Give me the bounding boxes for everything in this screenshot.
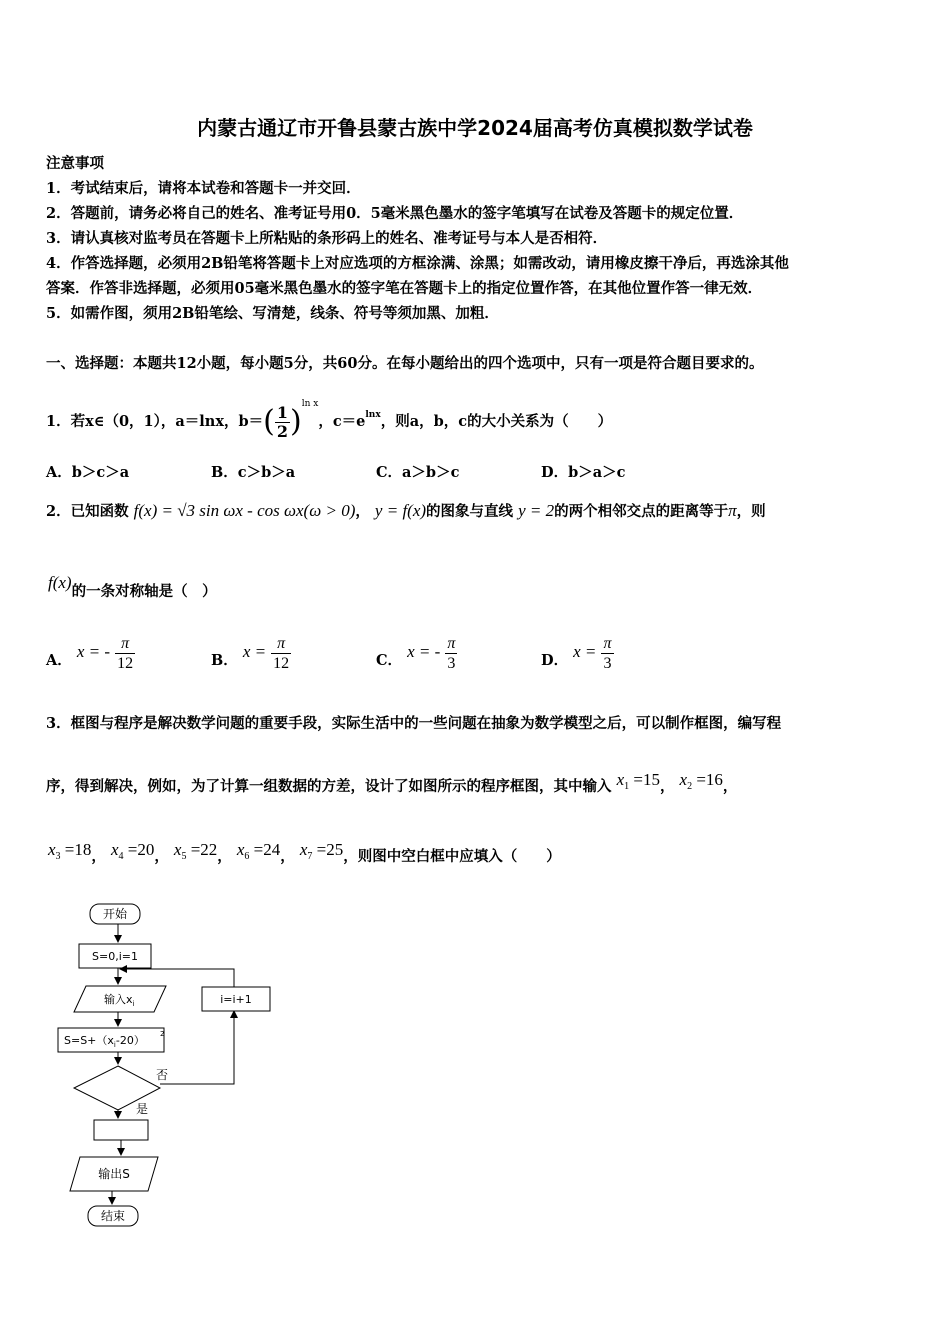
q3-text: 序，得到解决，例如，为了计算一组数据的方差，设计了如图所示的程序框图，其中输入: [46, 778, 612, 795]
note-item: 4．作答选择题，必须用2B铅笔将答题卡上对应选项的方框涂满、涂黑；如需改动，请用橡皮擦干净后，再选涂其他: [46, 255, 789, 272]
q3-line-3: [48, 835, 561, 872]
note-item: 5．如需作图，须用2B铅笔绘、写清楚，线条、符号等须加黑、加粗．: [46, 305, 499, 322]
q2-y2: y = 2: [518, 501, 555, 520]
option-fraction: [445, 634, 457, 673]
option-lhs: x = -: [76, 642, 111, 661]
q1-prefix: 1．若x∈（0，1），a＝lnx，b＝: [46, 413, 264, 430]
note-item: 1．考试结束后，请将本试卷和答题卡一并交回．: [46, 180, 361, 197]
q2-pi: π: [728, 501, 737, 520]
q3-x4: $x_4 =20$: [110, 840, 155, 862]
frac-num: π: [447, 634, 456, 652]
q1-frac-den: 2: [276, 421, 288, 441]
q3-x2: $x_2 =16$: [679, 770, 723, 792]
q1-fraction: [275, 404, 290, 441]
right-paren: ): [289, 404, 302, 439]
option-label: B．: [211, 652, 238, 669]
yes-label: 是: [136, 1102, 149, 1116]
question-2: [46, 497, 766, 526]
q3-x5: $x_5 =22$: [173, 840, 218, 862]
q2-option-a: [46, 630, 135, 674]
note-item: 答案．作答非选择题，必须用05毫米黑色墨水的签字笔在答题卡上的指定位置作答，在其他位置作答一律无效．: [46, 280, 763, 297]
q1-c-part: ，c＝e: [318, 413, 366, 430]
end-label: 结束: [100, 1209, 126, 1223]
q2-option-c: [376, 630, 457, 674]
page-title: 内蒙古通辽市开鲁县蒙古族中学2024届高考仿真模拟数学试卷: [197, 116, 753, 140]
option-lhs: x = -: [407, 642, 441, 661]
q3-line-1: 3．框图与程序是解决数学问题的重要手段，实际生活中的一些问题在抽象为数学模型之后，可以制作框图，编写程: [46, 715, 782, 732]
update-label: $S=S+(x_i-20)$: [64, 1034, 145, 1049]
q2-prefix: 2．已知函数: [46, 503, 129, 520]
no-label: 否: [156, 1068, 169, 1082]
option-fraction: [271, 634, 291, 673]
q2-comma: ，: [355, 503, 370, 520]
option-lhs: x =: [242, 642, 267, 661]
section-heading: 一、选择题：本题共12小题，每小题5分，共60分。在每小题给出的四个选项中，只有一项是符合题目要求的。: [46, 355, 764, 372]
note-item: 2．答题前，请务必将自己的姓名、准考证号用0．5毫米黑色墨水的签字笔填写在试卷及答题卡的规定位置．: [46, 205, 744, 222]
increment-label: i=i+1: [220, 993, 252, 1006]
q1-option-d: D．b＞a＞c: [541, 464, 626, 481]
option-fraction: [601, 634, 613, 673]
sep: ，: [280, 848, 295, 865]
q2-line-2: [48, 568, 217, 607]
output-label: 输出S: [98, 1167, 130, 1181]
note-item: 3．请认真核对监考员在答题卡上所粘贴的条形码上的姓名、准考证号与本人是否相符．: [46, 230, 608, 247]
frac-num: π: [115, 634, 135, 654]
q1-frac-num: 1: [276, 402, 288, 422]
q2-text-3: ，则: [736, 503, 766, 520]
sep: ，: [91, 848, 106, 865]
frac-den: 3: [447, 654, 456, 672]
q2-yfx: y = f(x): [374, 501, 427, 520]
q2-option-d: [541, 630, 614, 674]
blank-box: [94, 1120, 148, 1140]
q2-text-1: 的图象与直线: [426, 503, 514, 520]
frac-den: 12: [273, 654, 290, 672]
q1-suffix: ，则a，b，c的大小关系为（ ）: [380, 413, 613, 430]
q2-text-2: 的两个相邻交点的距离等于: [554, 503, 729, 520]
option-label: C．: [376, 652, 403, 669]
frac-den: 12: [117, 654, 134, 672]
q3-x7: $x_7 =25$: [299, 840, 344, 862]
q3-x3: $x_3 =18$: [48, 840, 92, 862]
frac-num: π: [603, 634, 612, 652]
sep: ，: [722, 778, 738, 795]
sep: ，: [217, 848, 232, 865]
q3-x6: $x_6 =24$: [236, 840, 281, 862]
q1-exponent: ln x: [301, 399, 319, 409]
q1-option-a: A．b＞c＞a: [46, 464, 130, 481]
q2-option-b: [211, 630, 291, 674]
flowchart: [0, 890, 320, 1240]
q1-option-c: C．a＞b＞c: [376, 464, 460, 481]
notes-heading: 注意事项: [46, 155, 104, 172]
question-1: [46, 380, 613, 441]
sep: ，: [659, 778, 675, 795]
loop-back-line: [120, 969, 234, 987]
q3-x1: $x_1 =15$: [616, 770, 660, 792]
input-label: 输入$x_i$: [104, 993, 135, 1008]
q2-text-4: 的一条对称轴是（ ）: [71, 583, 217, 600]
q1-c-exponent: lnx: [365, 410, 381, 420]
init-label: S=0,i=1: [92, 950, 138, 963]
frac-den: 3: [603, 654, 612, 672]
q2-function: f(x) = √3 sin ωx - cos ωx(ω > 0): [133, 501, 356, 520]
q3-suffix: ，则图中空白框中应填入（ ）: [343, 848, 561, 865]
q3-line-2: [46, 765, 737, 802]
update-sup: 2: [160, 1030, 165, 1038]
option-lhs: x =: [573, 642, 597, 661]
q2-fx: f(x): [48, 573, 72, 592]
frac-num: π: [271, 634, 291, 654]
option-label: A．: [46, 652, 72, 669]
option-fraction: [115, 634, 135, 673]
left-paren: (: [263, 404, 275, 439]
sep: ，: [154, 848, 169, 865]
start-label: 开始: [102, 907, 128, 921]
no-branch-line: [160, 1011, 234, 1084]
q1-option-b: B．c＞b＞a: [211, 464, 296, 481]
option-label: D．: [541, 652, 569, 669]
